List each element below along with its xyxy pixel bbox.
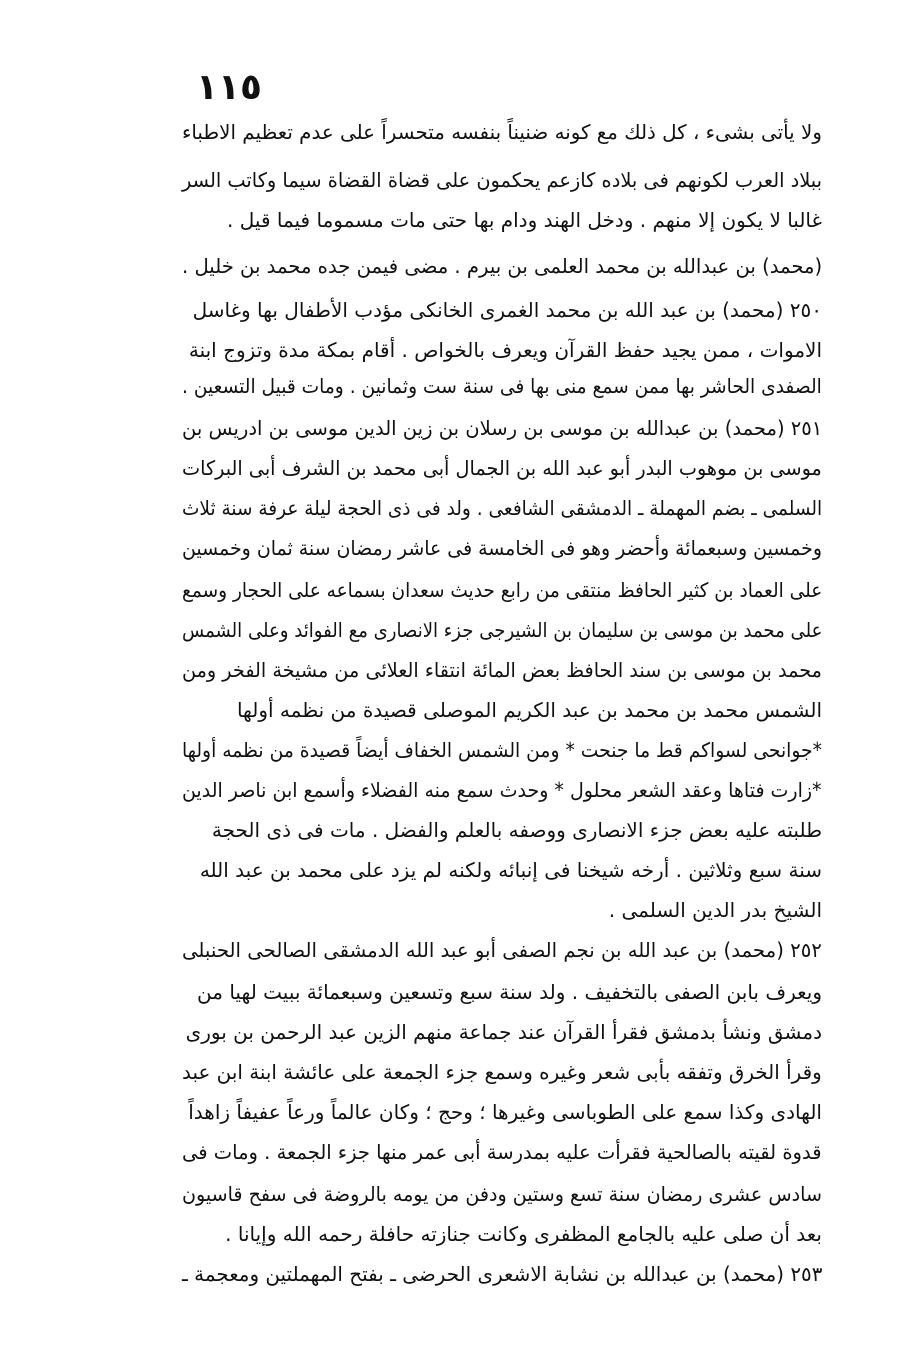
text-line: سنة سبع وثلاثين . أرخه شيخنا فى إنبائه ولكنه لم يزد على محمد بن عبد الله xyxy=(199,858,822,882)
text-line: *جوانحى لسواكم قط ما جنحت * ومن الشمس الخفاف أيضاً قصيدة من نظمه أولها xyxy=(182,738,822,762)
text-line: ببلاد العرب لكونهم فى بلاده كازعم يحكمون على قضاة القضاة سيما وكاتب السر xyxy=(181,168,822,192)
text-line: ولا يأتى بشىء ، كل ذلك مع كونه ضنيناً بنفسه متحسراً على عدم تعظيم الاطباء xyxy=(182,120,822,144)
text-line: موسى بن موهوب البدر أبو عبد الله بن الجمال أبى محمد بن الشرف أبى البركات xyxy=(182,456,822,480)
text-line: الشيخ بدر الدين السلمى . xyxy=(608,898,822,922)
text-line: الصفدى الحاشر بها ممن سمع منى بها فى سنة ست وثمانين . ومات قبيل التسعين . xyxy=(182,374,822,398)
text-line: ويعرف بابن الصفى بالتخفيف . ولد سنة سبع وتسعين وسبعمائة ببيت لهيا من xyxy=(197,980,822,1004)
text-line: ٢٥٠ (محمد) بن عبد الله بن محمد الغمرى الخانكى مؤدب الأطفال بها وغاسل xyxy=(192,298,822,322)
text-line: *زارت فتاها وعقد الشعر محلول * وحدث سمع منه الفضلاء وأسمع ابن ناصر الدين xyxy=(182,778,822,802)
text-line: على العماد بن كثير الحافظ منتقى من رابع حديث سعدان بسماعه على الحجار وسمع xyxy=(181,578,822,602)
text-line: سادس عشرى رمضان سنة تسع وستين ودفن من يومه بالروضة فى سفح قاسيون xyxy=(182,1182,822,1206)
text-line: ٢٥٢ (محمد) بن عبد الله بن نجم الصفى أبو عبد الله الدمشقى الصالحى الحنبلى xyxy=(182,938,822,962)
page-number: ١١٥ xyxy=(196,67,262,108)
text-line: ٢٥١ (محمد) بن عبدالله بن موسى بن رسلان بن زين الدين موسى بن ادريس بن xyxy=(181,416,822,440)
text-line: ٢٥٣ (محمد) بن عبدالله بن نشابة الاشعرى الحرضى ـ بفتح المهملتين ومعجمة ـ xyxy=(181,1262,822,1286)
text-line: على محمد بن موسى بن سليمان بن الشيرجى جزء الانصارى مع الفوائد وعلى الشمس xyxy=(181,618,822,642)
text-line: الشمس محمد بن محمد بن عبد الكريم الموصلى قصيدة من نظمه أولها xyxy=(236,698,822,722)
text-line: قدوة لقيته بالصالحية فقرأت عليه بمدرسة أبى عمر منها جزء الجمعة . ومات فى xyxy=(182,1140,822,1164)
text-line: دمشق ونشأ بدمشق فقرأ القرآن عند جماعة منهم الزين عبد الرحمن بن بورى xyxy=(185,1020,822,1044)
text-line: الاموات ، ممن يجيد حفظ القرآن ويعرف بالخواص . أقام بمكة مدة وتزوج ابنة xyxy=(188,338,822,362)
text-line: بعد أن صلى عليه بالجامع المظفرى وكانت جنازته حافلة رحمه الله وإيانا . xyxy=(225,1222,822,1246)
text-line: غالبا لا يكون إلا منهم . ودخل الهند ودام بها حتى مات مسموما فيما قيل . xyxy=(227,208,822,232)
text-line: محمد بن موسى بن سند الحافظ بعض المائة انتقاء العلائى من مشيخة الفخر ومن xyxy=(182,658,822,682)
text-line: وقرأ الخرق وتفقه بأبى شعر وغيره وسمع جزء الجمعة على عائشة ابنة ابن عبد xyxy=(182,1060,822,1084)
text-line: السلمى ـ بضم المهملة ـ الدمشقى الشافعى . ولد فى ذى الحجة ليلة عرفة سنة ثلاث xyxy=(181,496,822,520)
text-line: الهادى وكذا سمع على الطوباسى وغيرها ؛ وحج ؛ وكان عالماً ورعاً عفيفاً زاهداً xyxy=(188,1100,822,1124)
text-line: وخمسين وسبعمائة وأحضر وهو فى الخامسة فى عاشر رمضان سنة ثمان وخمسين xyxy=(182,536,822,560)
text-line: طلبته عليه بعض جزء الانصارى ووصفه بالعلم والفضل . مات فى ذى الحجة xyxy=(211,818,822,842)
text-line: (محمد) بن عبدالله بن محمد العلمى بن بيرم . مضى فيمن جده محمد بن خليل . xyxy=(181,254,822,278)
